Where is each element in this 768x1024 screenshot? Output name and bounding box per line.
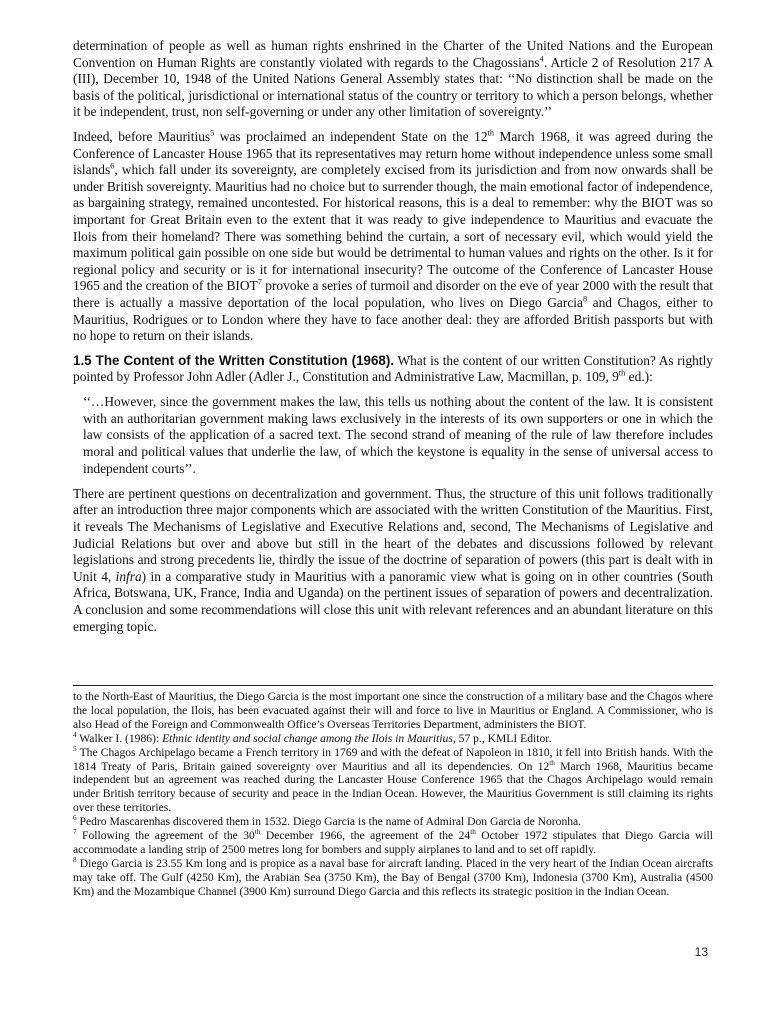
footnote-8: $^8$ Diego Garcia is 23.55 Km long and is propice as a naval base for aircraft landing. Placed in the very heart of the Indian Ocean aircrafts may take off. The Gulf (4250 Km), the Arabian Sea (3750 Km), the Bay of Bengal (3700 Km), Indonesia (3700 Km), Australia (4500 Km) and the Mozambique Channel (3900 Km) surround Diego Garcia and this reflects its strategic position in the Indian Ocean. bbox=[73, 856, 713, 898]
footnote-ref-8[interactable]: 8 bbox=[582, 294, 588, 304]
footnote-ref-7[interactable]: 7 bbox=[257, 277, 262, 287]
document-body bbox=[73, 38, 713, 635]
page-number: 13 bbox=[694, 945, 708, 959]
section-heading: 1.5 The Content of the Written Constitution (1968). bbox=[73, 352, 395, 368]
footnote-separator bbox=[73, 685, 713, 686]
block-quote: ‘‘…However, since the government makes the law, this tells us nothing about the content of the law. It is consistent with an authoritarian government making laws exclusively in the interests of its own supporters or one in which the law consists of the application of a sacred text. The second strand of meaning of the rule of law therefore includes moral and political values that underlie the law, of which the keystone is equality in the sense of universal access to independent courts’’. bbox=[83, 393, 713, 477]
footnote-5: $^5$ The Chagos Archipelago became a French territory in 1769 and with the defeat of Napoleon in 1810, it fell into British hands. With the 1814 Treaty of Paris, Britain gained sovereignty over Mauritius and all its dependencies. On 12th March 1968, Mauritius became independent but an agreement was reached during the Lancaster House Conference 1965 that the Chagos Archipelago would remain under British territory because of security and peace in the Indian Ocean. However, the Mauritius Government is still claiming its rights over these territories. bbox=[73, 744, 713, 815]
footnote-ref-6[interactable]: 6 bbox=[110, 161, 115, 171]
paragraph-human-rights: determination of people as well as human rights enshrined in the Charter of the United Nations and the European Convention on Human Rights are constantly violated with regards to the Chagossians$^4$. Article 2 of Resolution 217 A (III), December 10, 1948 of the United Nations General Assembly states that: ‘‘No distinction shall be made on the basis of the political, jurisdictional or international status of the country or territory to which a person belongs, whether it be independent, trust, non self-governing or under any other limitation of sovereignty.’’ bbox=[73, 38, 713, 120]
footnotes bbox=[73, 690, 713, 899]
paragraph-section-1-5: 1.5 The Content of the Written Constitution (1968). What is the content of our written Constitution? As rightly pointed by Professor John Adler (Adler J., Constitution and Administrative Law, Macmillan, p. 109, 9th ed.): bbox=[73, 352, 713, 385]
footnote-6: $^6$ Pedro Mascarenhas discovered them in 1532. Diego Garcia is the name of Admiral Don Garcia de Noronha. bbox=[73, 814, 582, 829]
footnote-ref-5[interactable]: 5 bbox=[210, 128, 215, 138]
footnote-4: $^4$ Walker I. (1986): Ethnic identity and social change among the Ilois in Mauritius, 57 p., KMLI Editor. bbox=[73, 730, 552, 745]
footnote-ref-4[interactable]: 4 bbox=[539, 54, 544, 64]
footnote-continued: to the North-East of Mauritius, the Diego Garcia is the most important one since the construction of a military base and the Chagos where the local population, the Ilois, has been evacuated against their will and force to live in Mauritius or England. A Commissioner, who is also Head of the Foreign and Commonwealth Office’s Overseas Territories Department, administers the BIOT. bbox=[73, 690, 713, 731]
paragraph-independence: Indeed, before Mauritius$^5$ was proclaimed an independent State on the 12th March 1968, it was agreed during the Conference of Lancaster House 1965 that its representatives may return home without independence unless some small islands$^6$, which fall under its sovereignty, are completely excised from its jurisdiction and from now onwards shall be under British sovereignty. Mauritius had no choice but to surrender though, the main emotional factor of independence, as bargaining strategy, remained uncontested. For historical reasons, this is a deal to remember: why the BIOT was so important for Great Britain even to the extent that it was ready to give independence to Mauritius and evacuate the Ilois from their homeland? There was something behind the curtain, a sort of necessary evil, which would yield the maximum political gain possible on one side but would be detrimental to human values and rights on the other. Is it for regional policy and security or is it for international insecurity? The outcome of the Conference of Lancaster House 1965 and the creation of the BIOT$^7$ provoke a series of turmoil and disorder on the eve of year 2000 with the result that there is actually a massive deportation of the local population, who lives on Diego Garcia$^8$ and Chagos, either to Mauritius, Rodrigues or to London where they have to face another deal: they are afforded British passports but with no hope to return on their islands. bbox=[73, 128, 713, 344]
paragraph-structure: There are pertinent questions on decentralization and government. Thus, the structure of this unit follows traditionally after an introduction three major components which are associated with the written Constitution of the Mauritius. First, it reveals The Mechanisms of Legislative and Executive Relations and, second, The Mechanisms of Legislative and Judicial Relations but over and above but still in the heart of the debates and discussions followed by relevant legislations and strong precedents lie, thirdly the issue of the doctrine of separation of powers (this part is dealt with in Unit 4, infra) in a comparative study in Mauritius with a panoramic view what is going on in other countries (South Africa, Botswana, UK, France, India and Uganda) on the pertinent issues of separation of powers and decentralization. A conclusion and some recommendations will close this unit with relevant references and an abundant literature on this emerging topic. bbox=[73, 485, 713, 634]
footnote-7: $^7$ Following the agreement of the 30th December 1966, the agreement of the 24th October 1972 stipulates that Diego Garcia will accommodate a landing strip of 2500 metres long for bombers and supply airplanes to land and to set off rapidly. bbox=[73, 828, 713, 856]
